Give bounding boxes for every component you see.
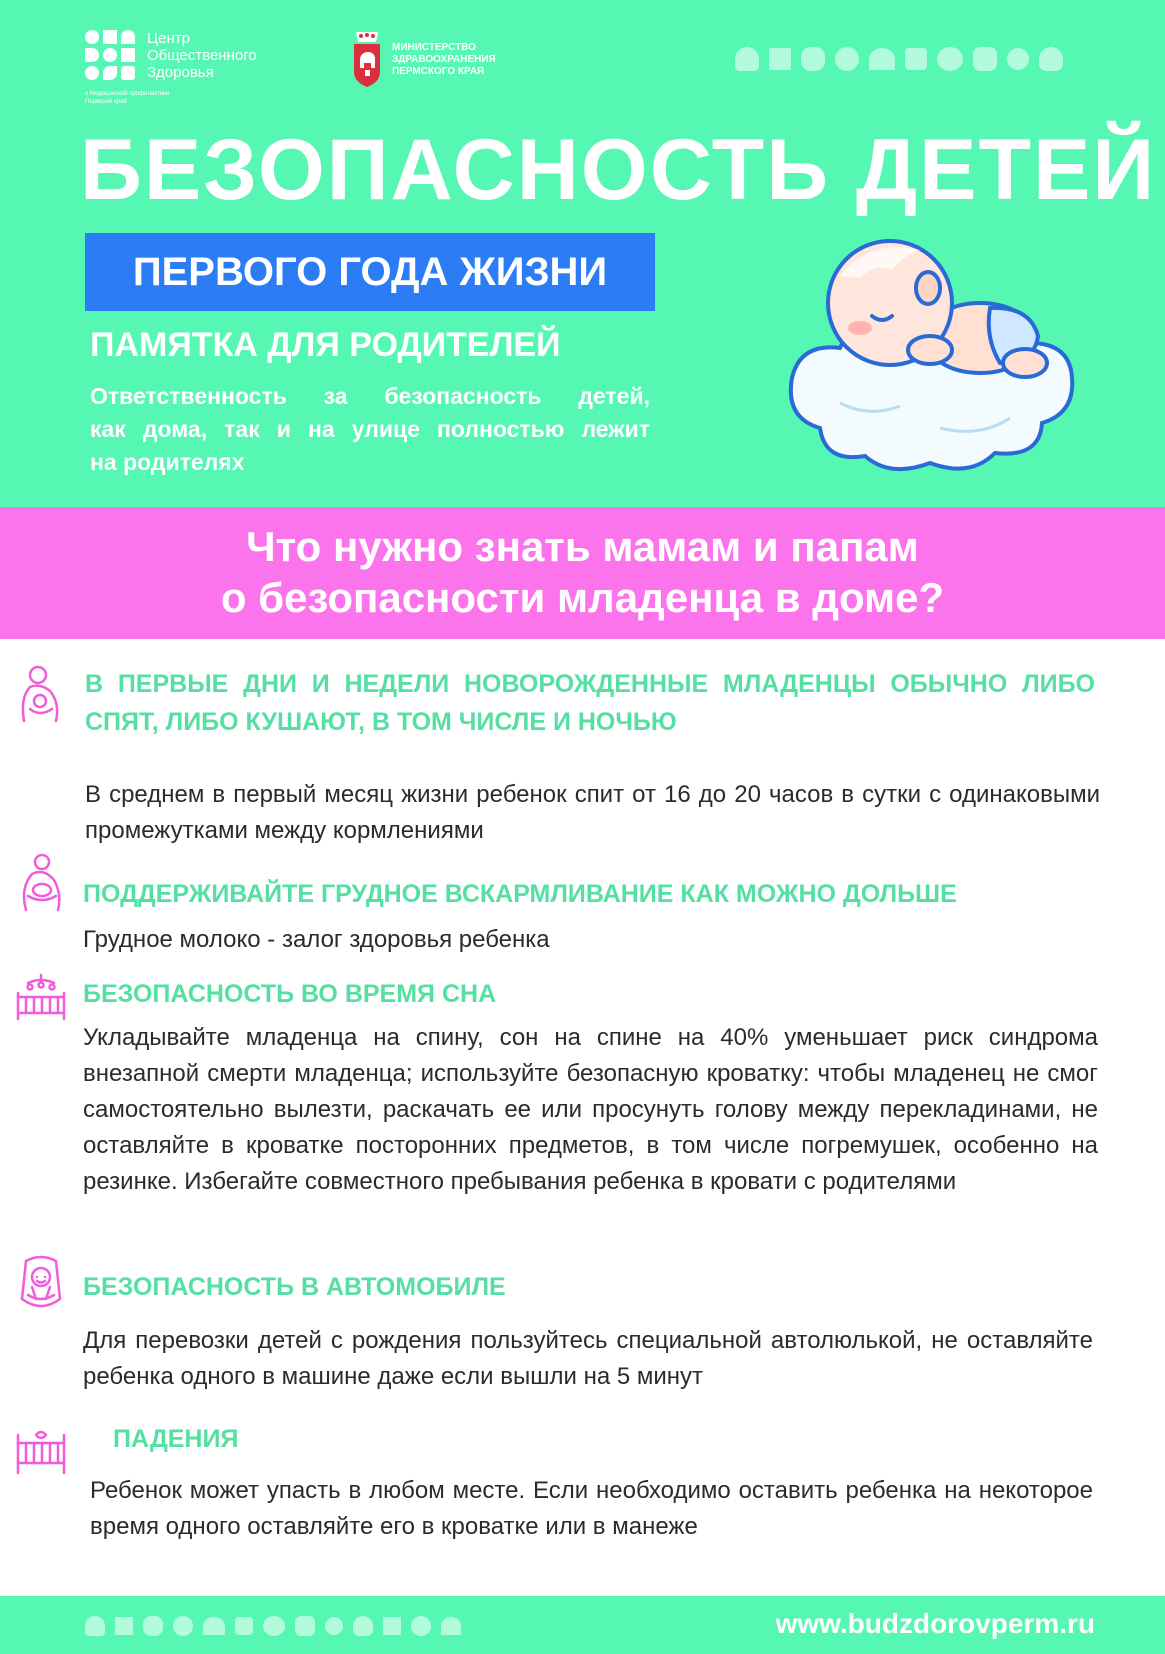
section-1-title: В ПЕРВЫЕ ДНИ И НЕДЕЛИ НОВОРОЖДЕННЫЕ МЛАДЕНЦЫ ОБЫЧНО ЛИБО СПЯТ, ЛИБО КУШАЮТ, В ТОМ ЧИСЛЕ И НОЧЬЮ (85, 670, 1095, 736)
responsibility-line-2: как дома, так и на улице полностью лежит (90, 416, 650, 442)
public-health-center-logo (85, 30, 295, 105)
breastfeeding-icon (16, 852, 66, 912)
section-3-text: Укладывайте младенца на спину, сон на спине на 40% уменьшает риск синдрома внезапной смерти младенца; используйте безопасную кроватку: чтобы младенец не смог самостоятельно вылезти, раскачать ее или просунуть голову между перекладинами, не оставляйте в кроватке посторонних предметов, в том числе погремушек, особенно на резинке. Избегайте совместного пребывания ребенка в кровати с родителями (83, 1024, 1098, 1195)
footer-section (0, 1596, 1165, 1654)
ministry-line-3: ПЕРМСКОГО КРАЯ (392, 66, 485, 77)
ministry-line-2: ЗДРАВООХРАНЕНИЯ (392, 54, 496, 65)
section-5-title: ПАДЕНИЯ (113, 1425, 239, 1453)
center-logo-line-2: Общественного (147, 47, 257, 64)
mother-baby-icon (16, 663, 66, 723)
center-logo-subtitle (85, 90, 245, 106)
decorative-shapes-top (735, 44, 1063, 74)
center-logo-name (147, 30, 257, 81)
header-section (0, 0, 1165, 507)
website-url: www.budzdorovperm.ru (775, 1608, 1095, 1639)
ministry-line-1: МИНИСТЕРСТВО (392, 42, 476, 53)
section-5-text: Ребенок может упасть в любом месте. Если необходимо оставить ребенка на некоторое время одного оставляйте его в кроватке или в манеже (90, 1477, 1093, 1540)
question-line-1: Что нужно знать мамам и папам (246, 523, 919, 570)
responsibility-line-1: Ответственность за безопасность детей, (90, 383, 650, 409)
section-4-text: Для перевозки детей с рождения пользуйтесь специальной автолюлькой, не оставляйте ребенка одного в машине даже если вышли на 5 минут (83, 1327, 1093, 1390)
center-logo-sub-2: Пермский край (85, 99, 127, 105)
section-4-title: БЕЗОПАСНОСТЬ В АВТОМОБИЛЕ (83, 1273, 506, 1301)
ministry-logo (352, 30, 552, 90)
section-2-text: Грудное молоко - залог здоровья ребенка (83, 926, 550, 953)
responsibility-text (90, 380, 650, 479)
center-logo-line-1: Центр (147, 30, 190, 47)
question-line-2: о безопасности младенца в доме? (220, 574, 945, 621)
center-logo-line-3: Здоровья (147, 64, 214, 81)
car-seat-icon (16, 1255, 66, 1315)
question-banner (0, 507, 1165, 639)
crib-mobile-icon (16, 968, 66, 1028)
center-logo-sub-1: и Медицинской профилактики (85, 91, 170, 97)
crib-icon (16, 1420, 66, 1480)
subtitle-banner: ПЕРВОГО ГОДА ЖИЗНИ (85, 233, 655, 311)
question-heading (0, 521, 1165, 623)
sleeping-baby-on-cloud-illustration (780, 228, 1080, 483)
section-1-text: В среднем в первый месяц жизни ребенок спит от 16 до 20 часов в сутки с одинаковыми промежутками между кормлениями (85, 781, 1100, 844)
memo-heading: ПАМЯТКА ДЛЯ РОДИТЕЛЕЙ (90, 326, 561, 364)
responsibility-line-3: на родителях (90, 449, 245, 475)
perm-crest-icon (352, 30, 382, 88)
ministry-name (392, 42, 496, 78)
logo-grid-icon (85, 30, 140, 85)
page-title: БЕЗОПАСНОСТЬ ДЕТЕЙ (80, 122, 1157, 218)
section-3-title: БЕЗОПАСНОСТЬ ВО ВРЕМЯ СНА (83, 980, 497, 1008)
section-2-title: ПОДДЕРЖИВАЙТЕ ГРУДНОЕ ВСКАРМЛИВАНИЕ КАК МОЖНО ДОЛЬШЕ (83, 880, 957, 908)
decorative-shapes-bottom (85, 1611, 461, 1641)
